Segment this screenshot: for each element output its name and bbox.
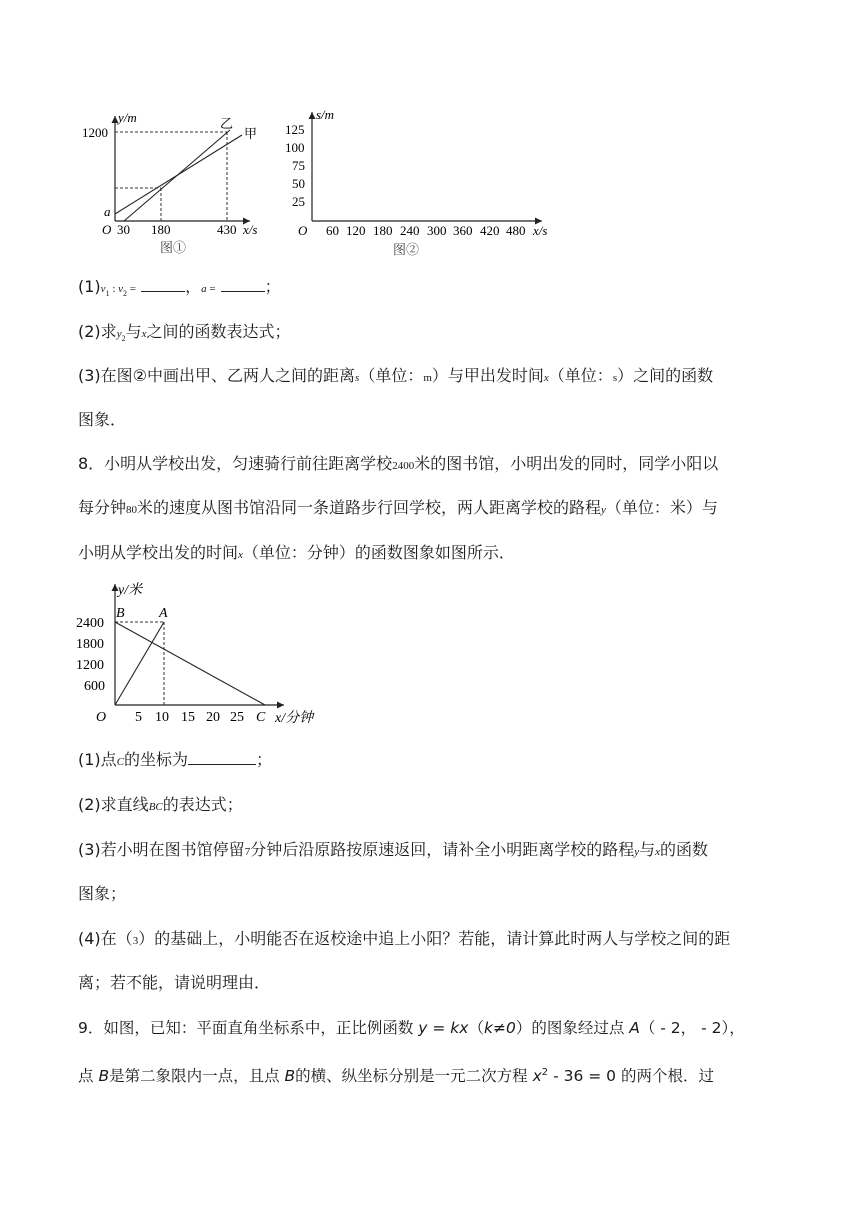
x-tick-25: 25 bbox=[230, 710, 244, 725]
q8-line-1 bbox=[78, 454, 718, 476]
answer-blank[interactable] bbox=[188, 749, 256, 765]
q8-part-4-cont: 离；若不能，请说明理由． bbox=[78, 973, 271, 992]
k-condition: k≠0 bbox=[483, 1019, 516, 1037]
q8-part-3 bbox=[78, 840, 708, 862]
y-tick-75: 75 bbox=[292, 158, 305, 173]
text: 的函数 bbox=[660, 840, 709, 859]
exponent: 2 bbox=[541, 1067, 549, 1078]
x-label: x/s bbox=[533, 223, 548, 238]
label-jia: 甲 bbox=[244, 126, 258, 141]
x-label: x/s bbox=[243, 222, 258, 237]
text: 的横、纵坐标分别是一元二次方程 bbox=[295, 1067, 533, 1086]
origin-label: O bbox=[96, 710, 107, 725]
point-a: A bbox=[629, 1019, 640, 1037]
q8-line-2 bbox=[78, 498, 718, 520]
text: 米的图书馆，小明出发的同时，同学小阳以 bbox=[414, 454, 719, 473]
text: 在（ bbox=[100, 929, 133, 948]
x-symbol: x bbox=[141, 328, 147, 340]
figure-3 bbox=[72, 578, 332, 730]
y-tick-50: 50 bbox=[292, 176, 305, 191]
text: 求 bbox=[100, 322, 117, 341]
q8-part-1 bbox=[78, 749, 272, 772]
text: 点 bbox=[100, 750, 117, 769]
text: ）之间的函数 bbox=[617, 366, 714, 385]
part-number: (3) bbox=[78, 366, 101, 385]
number-80: 80 bbox=[126, 504, 138, 516]
text: （单位：米）与 bbox=[605, 498, 718, 517]
semicolon: ； bbox=[256, 750, 273, 769]
y-tick-25: 25 bbox=[292, 194, 305, 209]
text: 9．如图，已知：平面直角坐标系中，正比例函数 bbox=[78, 1019, 419, 1037]
line-bc bbox=[115, 622, 265, 705]
y-symbol: y bbox=[601, 504, 606, 516]
number-3: 3 bbox=[132, 935, 139, 947]
q8-line-3 bbox=[78, 543, 515, 565]
text: ‑ 36 = 0 的两个根．过 bbox=[548, 1067, 714, 1086]
part-number: (4) bbox=[78, 929, 101, 948]
s-symbol: s bbox=[355, 372, 360, 384]
q7-part-1 bbox=[78, 276, 281, 304]
y-label: s/m bbox=[316, 107, 335, 122]
y-tick-1200: 1200 bbox=[82, 125, 108, 140]
x-symbol: x bbox=[532, 1067, 542, 1086]
x-tick-20: 20 bbox=[206, 710, 220, 725]
q8-part-3-cont: 图象； bbox=[78, 884, 127, 903]
text: 点 bbox=[78, 1067, 99, 1086]
text: （单位： bbox=[359, 366, 424, 385]
y-tick-1800: 1800 bbox=[76, 637, 104, 652]
x-tick-5: 5 bbox=[135, 710, 142, 725]
text: 每分钟 bbox=[78, 498, 127, 517]
text: 求直线 bbox=[100, 795, 149, 814]
y-tick-600: 600 bbox=[84, 679, 105, 694]
q9-line-1 bbox=[78, 1018, 745, 1038]
point-b: B bbox=[116, 606, 125, 621]
part-number: (2) bbox=[78, 322, 101, 341]
x-tick-480: 480 bbox=[506, 223, 526, 238]
x-tick-420: 420 bbox=[480, 223, 500, 238]
text: 小明从学校出发的时间 bbox=[78, 543, 239, 562]
comma: ， bbox=[185, 277, 202, 296]
figure-1 bbox=[80, 110, 280, 260]
text: 分钟后沿原路按原速返回，请补全小明距离学校的路程 bbox=[250, 840, 635, 859]
x-tick-360: 360 bbox=[453, 223, 473, 238]
y-tick-1200: 1200 bbox=[76, 658, 104, 673]
number-7: 7 bbox=[244, 846, 251, 858]
point-b: B bbox=[98, 1067, 110, 1086]
line-jia bbox=[115, 135, 242, 214]
q8-part-4 bbox=[78, 929, 730, 951]
x-tick-15: 15 bbox=[181, 710, 195, 725]
y2-subscript: 2 bbox=[121, 334, 126, 344]
text: （ bbox=[468, 1019, 484, 1037]
x-tick-10: 10 bbox=[155, 710, 169, 725]
text: ）的图象经过点 bbox=[515, 1019, 630, 1037]
text: （ ‑ 2， ‑ 2）， bbox=[639, 1019, 745, 1037]
text: 是第二象限内一点，且点 bbox=[109, 1067, 285, 1086]
answer-blank[interactable] bbox=[221, 276, 265, 292]
origin-label: O bbox=[102, 222, 112, 237]
unit-s: s bbox=[612, 372, 618, 384]
text: ）与甲出发时间 bbox=[431, 366, 544, 385]
y-label: y/m bbox=[118, 110, 137, 125]
label-yi: 乙 bbox=[220, 116, 234, 131]
colon: : bbox=[109, 283, 119, 295]
number-2400: 2400 bbox=[392, 460, 415, 472]
q8-part-2 bbox=[78, 795, 243, 817]
text: （单位： bbox=[548, 366, 613, 385]
a-symbol: a bbox=[201, 283, 207, 295]
x-tick-180: 180 bbox=[373, 223, 393, 238]
x-tick-30: 30 bbox=[117, 222, 130, 237]
y-tick-2400: 2400 bbox=[76, 616, 104, 631]
x-tick-300: 300 bbox=[427, 223, 447, 238]
x-symbol: x bbox=[543, 372, 549, 384]
semicolon: ； bbox=[264, 277, 281, 296]
v1-symbol: v bbox=[100, 283, 106, 295]
point-b: B bbox=[284, 1067, 296, 1086]
text: 若小明在图书馆停留 bbox=[100, 840, 245, 859]
unit-m: m bbox=[423, 372, 432, 384]
q7-part-3-cont: 图象． bbox=[78, 410, 127, 429]
text: 在图②中画出甲、乙两人之间的距离 bbox=[100, 366, 356, 385]
v2-subscript: 2 bbox=[123, 289, 128, 299]
text: 8．小明从学校出发，匀速骑行前往距离学校 bbox=[78, 454, 393, 473]
text: 的表达式； bbox=[162, 795, 243, 814]
x-tick-430: 430 bbox=[217, 222, 237, 237]
x-tick-120: 120 bbox=[346, 223, 366, 238]
text: 之间的函数表达式； bbox=[146, 322, 291, 341]
text: ）的基础上，小明能否在返校途中追上小阳？若能，请计算此时两人与学校之间的距 bbox=[138, 929, 731, 948]
y-label: y/米 bbox=[118, 583, 143, 598]
text: （单位：分钟）的函数图象如图所示． bbox=[242, 543, 515, 562]
caption-1: 图① bbox=[160, 240, 187, 255]
q7-part-2 bbox=[78, 322, 291, 349]
caption-2: 图② bbox=[393, 242, 420, 257]
bc-symbol: BC bbox=[148, 801, 163, 813]
text: 与 bbox=[125, 322, 142, 341]
a-label: a bbox=[104, 204, 111, 219]
y-tick-100: 100 bbox=[285, 140, 305, 155]
origin-label: O bbox=[298, 223, 308, 238]
x-symbol: x bbox=[655, 846, 660, 858]
x-tick-180: 180 bbox=[151, 222, 171, 237]
v1-subscript: 1 bbox=[105, 289, 110, 299]
function-expression: y = kx bbox=[418, 1019, 469, 1037]
equals: = bbox=[206, 283, 216, 295]
figure-2 bbox=[280, 104, 570, 260]
c-symbol: C bbox=[116, 756, 125, 768]
point-a: A bbox=[159, 606, 168, 621]
y2-symbol: y bbox=[116, 328, 122, 340]
part-number: (3) bbox=[78, 840, 101, 859]
y-symbol: y bbox=[634, 846, 640, 858]
x-symbol: x bbox=[238, 549, 243, 561]
y-tick-125: 125 bbox=[285, 122, 305, 137]
x-label: x/分钟 bbox=[275, 711, 314, 726]
equals: = bbox=[127, 283, 136, 295]
v2-symbol: v bbox=[118, 283, 124, 295]
q9-line-2 bbox=[78, 1063, 714, 1086]
line-oa bbox=[115, 622, 164, 705]
x-tick-240: 240 bbox=[400, 223, 420, 238]
part-number: (1) bbox=[78, 277, 101, 296]
answer-blank[interactable] bbox=[141, 276, 185, 292]
part-number: (2) bbox=[78, 795, 101, 814]
part-number: (1) bbox=[78, 750, 101, 769]
point-c: C bbox=[256, 710, 266, 725]
x-tick-60: 60 bbox=[326, 223, 339, 238]
text: 与 bbox=[639, 840, 656, 859]
text: 的坐标为 bbox=[124, 750, 189, 769]
q7-part-3 bbox=[78, 366, 713, 388]
text: 米的速度从图书馆沿同一条道路步行回学校，两人距离学校的路程 bbox=[137, 498, 602, 517]
